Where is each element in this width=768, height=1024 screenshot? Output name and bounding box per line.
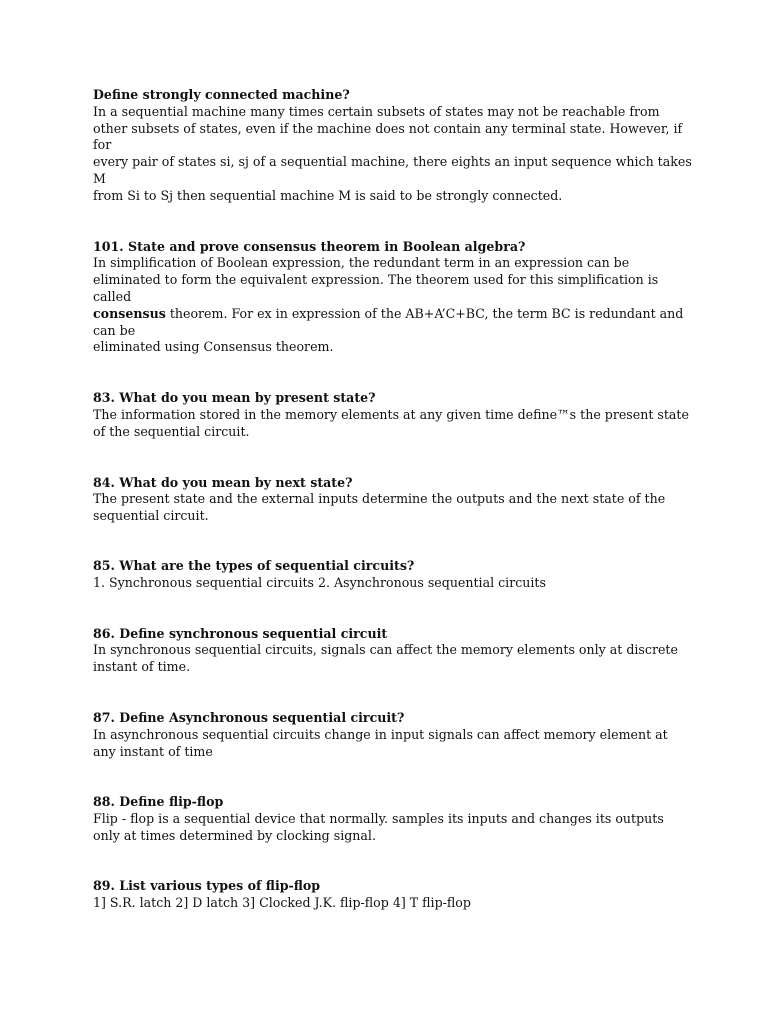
body-line: The information stored in the memory elements at any given time define™s the present state <box>93 406 689 422</box>
body-line: for <box>93 137 112 153</box>
body-line-mixed <box>93 306 683 323</box>
body-line: can be <box>93 322 136 338</box>
body-line-rest: theorem. For ex in expression of the AB+A’C+BC, the term BC is redundant and <box>165 305 684 321</box>
section-heading: 84. What do you mean by next state? <box>93 474 353 490</box>
body-line: 1] S.R. latch 2] D latch 3] Clocked J.K. flip-flop 4] T flip-flop <box>93 894 471 910</box>
body-line: The present state and the external inputs determine the outputs and the next state of the <box>93 491 666 507</box>
qa-section-synchronous <box>93 626 683 676</box>
section-heading: 85. What are the types of sequential circuits? <box>93 557 415 573</box>
body-line: 1. Synchronous sequential circuits 2. Asynchronous sequential circuits <box>93 574 546 590</box>
body-line: Flip - flop is a sequential device that normally. samples its inputs and changes its outputs <box>93 811 664 827</box>
body-line: only at times determined by clocking signal. <box>93 827 376 843</box>
body-line: eliminated using Consensus theorem. <box>93 339 334 355</box>
body-line: of the sequential circuit. <box>93 423 250 439</box>
qa-section-next-state <box>93 475 683 525</box>
body-line: In a sequential machine many times certain subsets of states may not be reachable from <box>93 103 660 119</box>
body-line: instant of time. <box>93 659 191 675</box>
bold-term: consensus <box>93 305 166 321</box>
section-heading: 87. Define Asynchronous sequential circuit? <box>93 709 405 725</box>
body-line: M <box>93 170 106 186</box>
body-line: called <box>93 288 132 304</box>
body-line: In simplification of Boolean expression, the redundant term in an expression can be <box>93 255 630 271</box>
section-heading: Define strongly connected machine? <box>93 87 350 102</box>
qa-section-consensus-theorem <box>93 239 683 357</box>
body-line: In asynchronous sequential circuits change in input signals can affect memory element at <box>93 726 668 742</box>
section-heading: 86. Define synchronous sequential circuit <box>93 625 388 641</box>
section-heading: 89. List various types of flip-flop <box>93 877 321 893</box>
document-page <box>93 87 692 911</box>
body-line: every pair of states si, sj of a sequential machine, there eights an input sequence which takes <box>93 154 692 170</box>
section-heading: 101. State and prove consensus theorem in Boolean algebra? <box>93 238 526 254</box>
body-line: In synchronous sequential circuits, signals can affect the memory elements only at discrete <box>93 642 678 658</box>
body-line: eliminated to form the equivalent expression. The theorem used for this simplification is <box>93 272 659 288</box>
section-heading: 88. Define flip-flop <box>93 794 224 810</box>
qa-section-flip-flop-types <box>93 878 683 912</box>
qa-section-strongly-connected <box>93 87 692 205</box>
qa-section-asynchronous <box>93 710 683 760</box>
section-heading: 83. What do you mean by present state? <box>93 390 376 406</box>
body-line: any instant of time <box>93 743 213 759</box>
body-line: other subsets of states, even if the machine does not contain any terminal state. However, if <box>93 120 683 136</box>
qa-section-types-sequential <box>93 558 683 592</box>
qa-section-flip-flop <box>93 794 683 844</box>
body-line: from Si to Sj then sequential machine M is said to be strongly connected. <box>93 187 563 203</box>
body-line: sequential circuit. <box>93 508 209 524</box>
qa-section-present-state <box>93 390 689 440</box>
